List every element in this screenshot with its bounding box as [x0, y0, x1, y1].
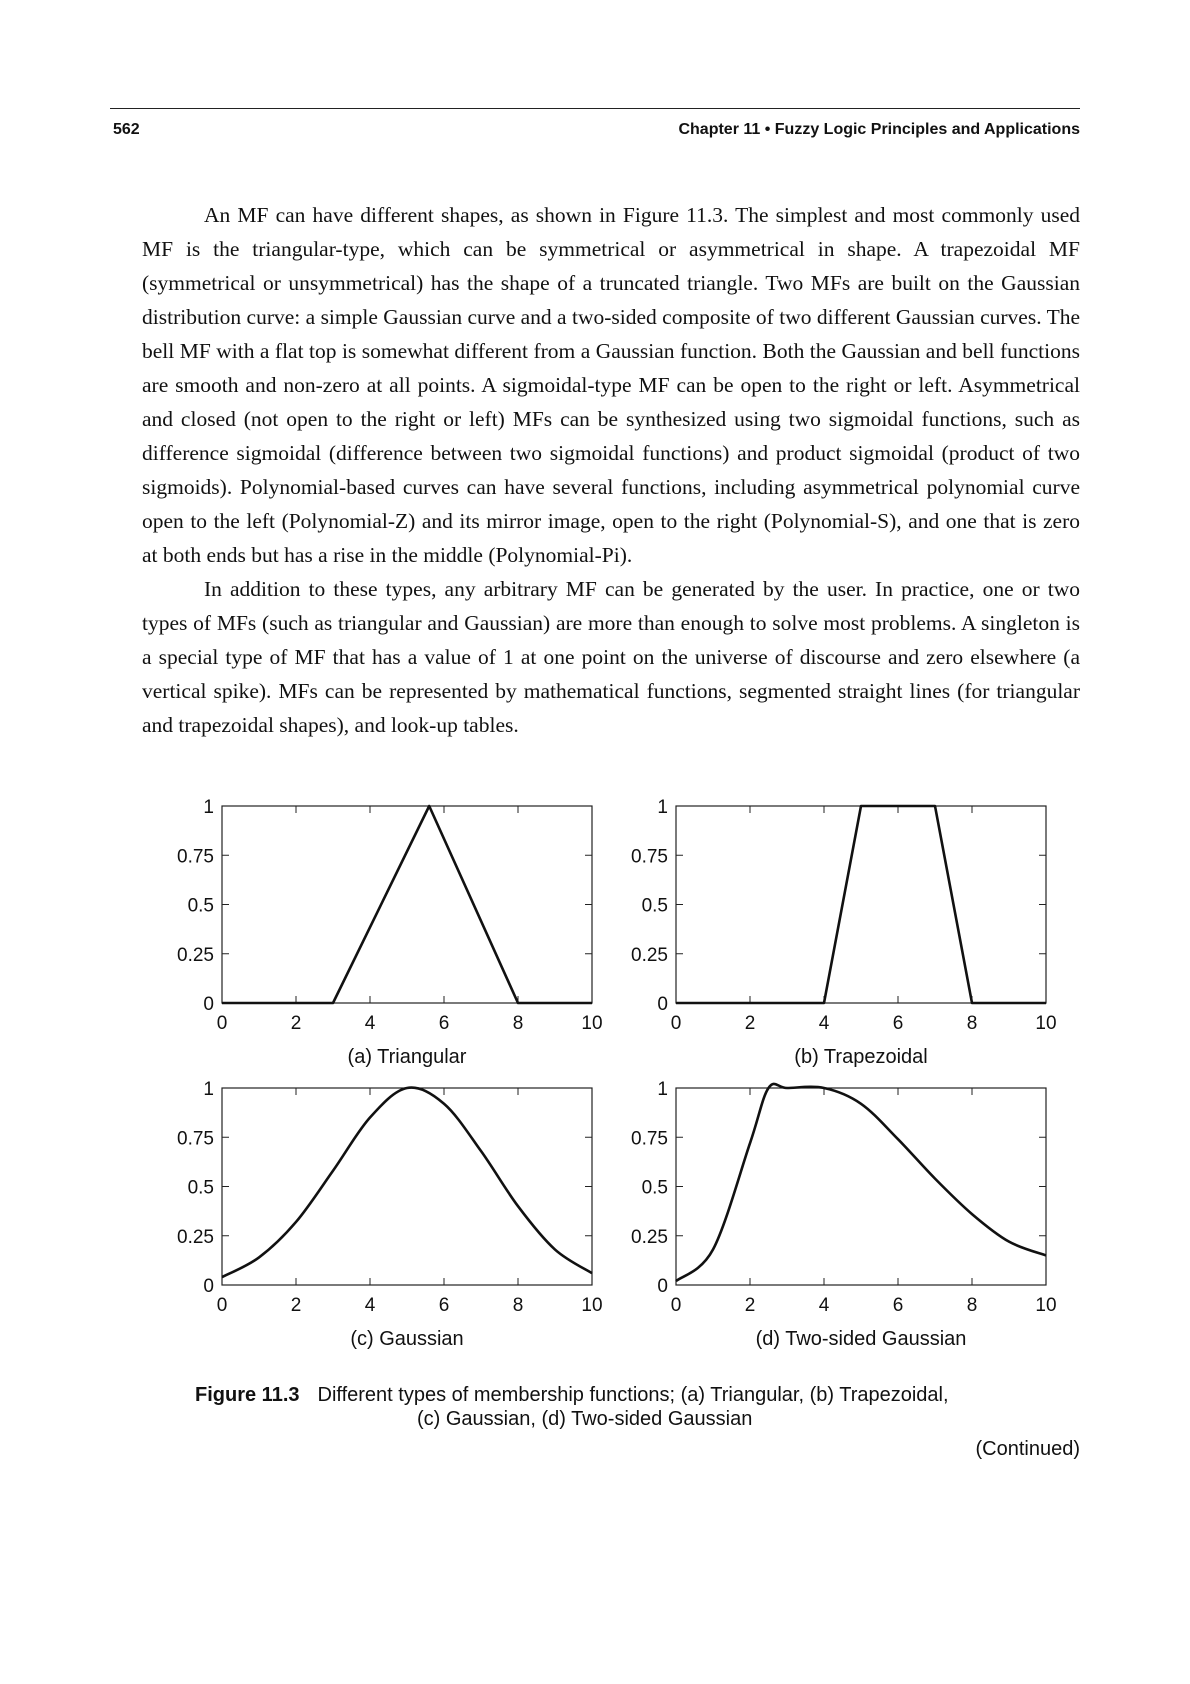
chart-subtitle: (a) Triangular	[347, 1046, 467, 1068]
plot-frame	[676, 806, 1046, 1003]
y-tick-label: 0	[203, 1276, 214, 1297]
y-tick-label: 0.25	[631, 1226, 668, 1248]
x-tick-label: 10	[1035, 1295, 1057, 1316]
x-tick-label: 8	[966, 1295, 978, 1316]
page-number: 562	[113, 121, 140, 138]
chart-trapezoidal	[631, 797, 1057, 1068]
x-tick-label: 6	[438, 1295, 450, 1316]
x-tick-label: 6	[892, 1013, 904, 1034]
x-tick-label: 4	[818, 1013, 830, 1034]
x-tick-label: 2	[290, 1295, 302, 1316]
chart-subtitle: (d) Two-sided Gaussian	[755, 1328, 967, 1350]
chart-subtitle: (b) Trapezoidal	[794, 1046, 928, 1068]
x-tick-label: 0	[670, 1013, 682, 1034]
caption-line-2: (c) Gaussian, (d) Two-sided Gaussian	[417, 1408, 753, 1430]
x-tick-label: 4	[818, 1295, 830, 1316]
y-tick-label: 0.25	[631, 944, 668, 966]
series-line	[222, 806, 592, 1003]
figure-caption	[195, 1382, 949, 1408]
x-tick-label: 0	[670, 1295, 682, 1316]
y-tick-label: 0.75	[177, 1128, 214, 1150]
plot-frame	[676, 1088, 1046, 1285]
y-tick-label: 0.25	[177, 1226, 214, 1248]
x-tick-label: 6	[438, 1013, 450, 1034]
x-tick-label: 2	[744, 1295, 756, 1316]
x-tick-label: 2	[744, 1013, 756, 1034]
y-tick-label: 1	[657, 1079, 668, 1100]
y-tick-label: 0	[657, 994, 668, 1015]
x-tick-label: 10	[581, 1295, 603, 1316]
plot-frame	[222, 806, 592, 1003]
plot-frame	[222, 1088, 592, 1285]
continued-label: (Continued)	[975, 1438, 1080, 1460]
chart-subtitle: (c) Gaussian	[350, 1328, 464, 1350]
y-tick-label: 0.75	[631, 846, 668, 868]
paragraph-2: In addition to these types, any arbitrary MF can be generated by the user. In practice, one or two types of MFs (such as triangular and Gaussian) are more than enough to solve most problems. A singleton is a special type of MF that has a value of 1 at one point on the universe of discourse and zero elsewhere (a vertical spike). MFs can be represented by mathematical functions, segmented straight lines (for triangular and trapezoidal shapes), and look-up tables.	[142, 577, 1080, 737]
x-tick-label: 4	[364, 1013, 376, 1034]
series-line	[222, 1088, 592, 1278]
x-tick-label: 10	[1035, 1013, 1057, 1034]
series-line	[676, 806, 1046, 1003]
y-tick-label: 0.5	[187, 895, 214, 917]
x-tick-label: 0	[216, 1013, 228, 1034]
y-tick-label: 1	[203, 1079, 214, 1100]
chart-gaussian	[177, 1079, 603, 1350]
y-tick-label: 1	[657, 797, 668, 818]
y-tick-label: 0	[657, 1276, 668, 1297]
x-tick-label: 0	[216, 1295, 228, 1316]
chart-triangular	[177, 797, 603, 1068]
y-tick-label: 0.5	[187, 1177, 214, 1199]
x-tick-label: 6	[892, 1295, 904, 1316]
y-tick-label: 0.25	[177, 944, 214, 966]
caption-line-1: Different types of membership functions; (a) Triangular, (b) Trapezoidal,	[317, 1384, 949, 1406]
series-line	[676, 1084, 1046, 1281]
running-title: Chapter 11 • Fuzzy Logic Principles and Applications	[678, 121, 1080, 138]
y-tick-label: 0.5	[641, 895, 668, 917]
x-tick-label: 4	[364, 1295, 376, 1316]
x-tick-label: 8	[512, 1295, 524, 1316]
y-tick-label: 1	[203, 797, 214, 818]
x-tick-label: 10	[581, 1013, 603, 1034]
x-tick-label: 8	[966, 1013, 978, 1034]
chart-two-sided-gaussian	[631, 1079, 1057, 1350]
y-tick-label: 0	[203, 994, 214, 1015]
paragraph-1: An MF can have different shapes, as shown in Figure 11.3. The simplest and most commonly used MF is the triangular-type, which can be symmetrical or asymmetrical in shape. A trapezoidal MF (symmetrical or unsymmetrical) has the shape of a truncated triangle. Two MFs are built on the Gaussian distribution curve: a simple Gaussian curve and a two-sided composite of two different Gaussian curves. The bell MF with a flat top is somewhat different from a Gaussian function. Both the Gaussian and bell functions are smooth and non-zero at all points. A sigmoidal-type MF can be open to the right or left. Asymmetrical and closed (not open to the right or left) MFs can be synthesized using two sigmoidal functions, such as difference sigmoidal (difference between two sigmoidal functions) and product sigmoidal (product of two sigmoids). Polynomial-based curves can have several functions, including asymmetrical polynomial curve open to the left (Polynomial-Z) and its mirror image, open to the right (Polynomial-S), and one that is zero at both ends but has a rise in the middle (Polynomial-Pi).	[142, 203, 1080, 567]
x-tick-label: 8	[512, 1013, 524, 1034]
x-tick-label: 2	[290, 1013, 302, 1034]
y-tick-label: 0.75	[631, 1128, 668, 1150]
y-tick-label: 0.5	[641, 1177, 668, 1199]
figure-label: Figure 11.3	[195, 1384, 300, 1406]
y-tick-label: 0.75	[177, 846, 214, 868]
